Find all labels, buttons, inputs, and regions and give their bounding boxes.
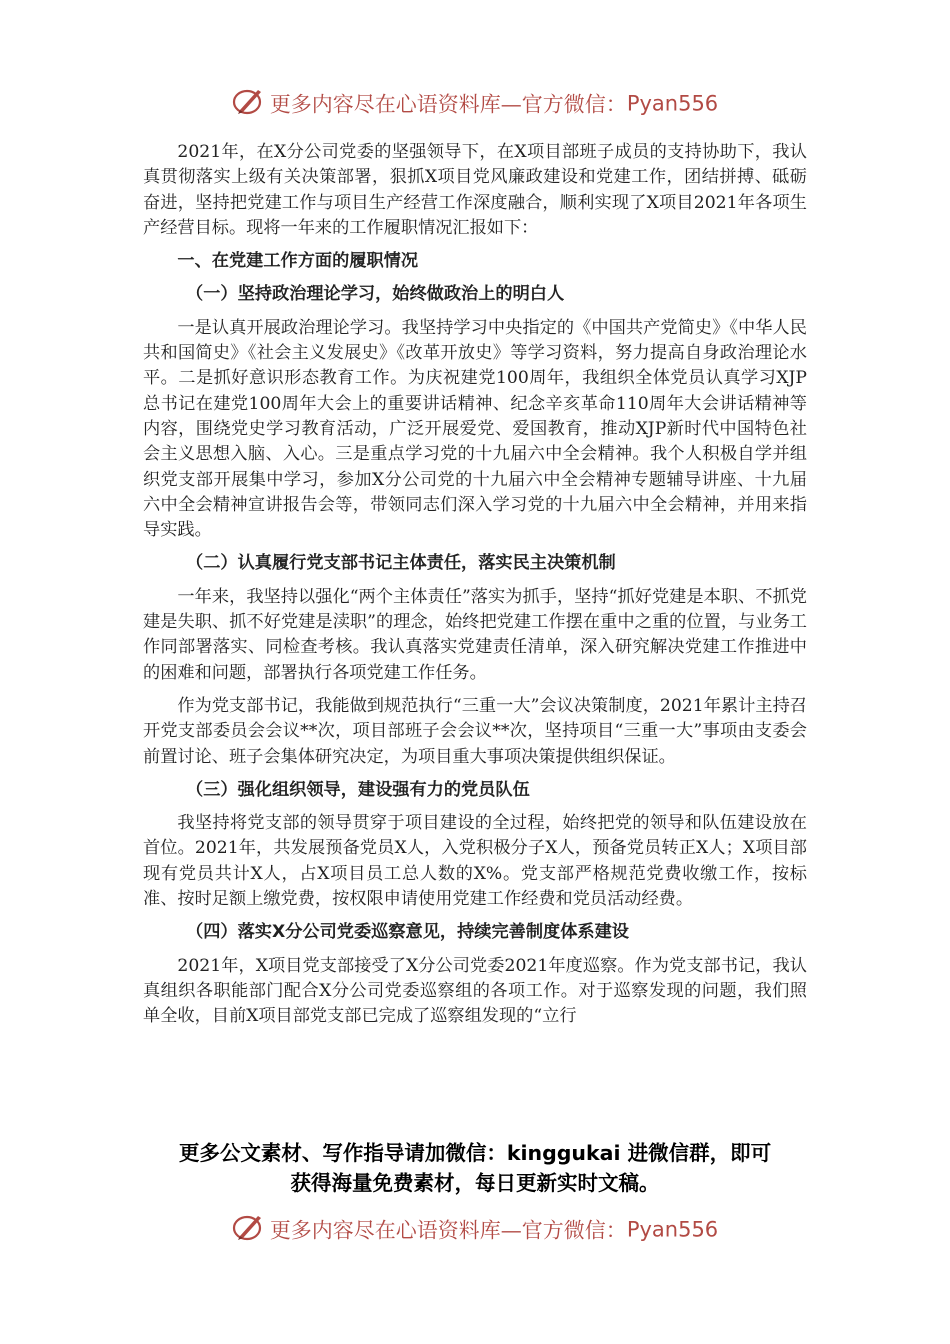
watermark-footer — [0, 1212, 950, 1247]
subsection-heading: （二）认真履行党支部书记主体责任，落实民主决策机制 — [186, 553, 616, 574]
body-paragraph: 2021年，X项目党支部接受了X分公司党委2021年度巡察。作为党支部书记，我认真组织各职能部门配合X分公司党委巡察组的各项工作。对于巡察发现的问题，我们照单全收，目前X项目部党支部已完成了巡察组发现的“立行 — [143, 955, 807, 1027]
document-body — [143, 140, 807, 1128]
watermark-text: 更多内容尽在心语资料库—官方微信： — [269, 92, 627, 117]
pen-logo-icon — [232, 86, 266, 121]
watermark-wechat-id: Pyan556 — [626, 91, 719, 116]
watermark-header — [0, 86, 950, 121]
body-paragraph: 一是认真开展政治理论学习。我坚持学习中央指定的《中国共产党简史》《中华人民共和国简史》《社会主义发展史》《改革开放史》等学习资料，努力提高自身政治理论水平。二是抓好意识形态教育工作。为庆祝建党100周年，我组织全体党员认真学习XJP总书记在建党100周年大会上的重要讲话精神、纪念辛亥革命110周年大会讲话精神等内容，围绕党史学习教育活动，广泛开展爱党、爱国教育，推动XJP新时代中国特色社会主义思想入脑、入心。三是重点学习党的十九届六中全会精神。我个人积极自学并组织党支部开展集中学习，参加X分公司党的十九届六中全会精神专题辅导讲座、十九届六中全会精神宣讲报告会等，带领同志们深入学习党的十九届六中全会精神，并用来指导实践。 — [143, 317, 807, 541]
pen-logo-icon — [232, 1212, 266, 1247]
watermark-text: 更多内容尽在心语资料库—官方微信： — [269, 1218, 627, 1243]
body-paragraph: 一年来，我坚持以强化“两个主体责任”落实为抓手，坚持“抓好党建是本职、不抓党建是失职、抓不好党建是渎职”的理念，始终把党建工作摆在重中之重的位置，与业务工作同部署落实、同检查考核。我认真落实党建责任清单，深入研究解决党建工作推进中的困难和问题，部署执行各项党建工作任务。 — [143, 586, 807, 683]
watermark-wechat-id: Pyan556 — [626, 1217, 719, 1242]
subsection-heading: （三）强化组织领导，建设强有力的党员队伍 — [186, 779, 530, 800]
subsection-heading: （四）落实X分公司党委巡察意见，持续完善制度体系建设 — [186, 922, 629, 943]
promo-line: 更多公文素材、写作指导请加微信：kinggukai 进微信群，即可 — [178, 1141, 772, 1165]
promo-banner — [0, 1138, 950, 1198]
body-paragraph: 作为党支部书记，我能做到规范执行“三重一大”会议决策制度，2021年累计主持召开党支部委员会会议**次，项目部班子会会议**次，坚持项目“三重一大”事项由支委会前置讨论、班子会集体研究决定，为项目重大事项决策提供组织保证。 — [143, 695, 807, 767]
subsection-heading: （一）坚持政治理论学习，始终做政治上的明白人 — [186, 284, 565, 305]
section-heading: 一、在党建工作方面的履职情况 — [177, 251, 419, 272]
body-paragraph: 我坚持将党支部的领导贯穿于项目建设的全过程，始终把党的领导和队伍建设放在首位。2021年，共发展预备党员X人，入党积极分子X人，预备党员转正X人；X项目部现有党员共计X人，占X项目员工总人数的X%。党支部严格规范党费收缴工作，按标准、按时足额上缴党费，按权限申请使用党建工作经费和党员活动经费。 — [143, 813, 807, 910]
promo-line: 获得海量免费素材，每日更新实时文稿。 — [290, 1171, 660, 1195]
intro-paragraph: 2021年，在X分公司党委的坚强领导下，在X项目部班子成员的支持协助下，我认真贯彻落实上级有关决策部署，狠抓X项目党风廉政建设和党建工作，团结拼搏、砥砺奋进，坚持把党建工作与项目生产经营工作深度融合，顺利实现了X项目2021年各项生产经营目标。现将一年来的工作履职情况汇报如下： — [143, 142, 807, 238]
